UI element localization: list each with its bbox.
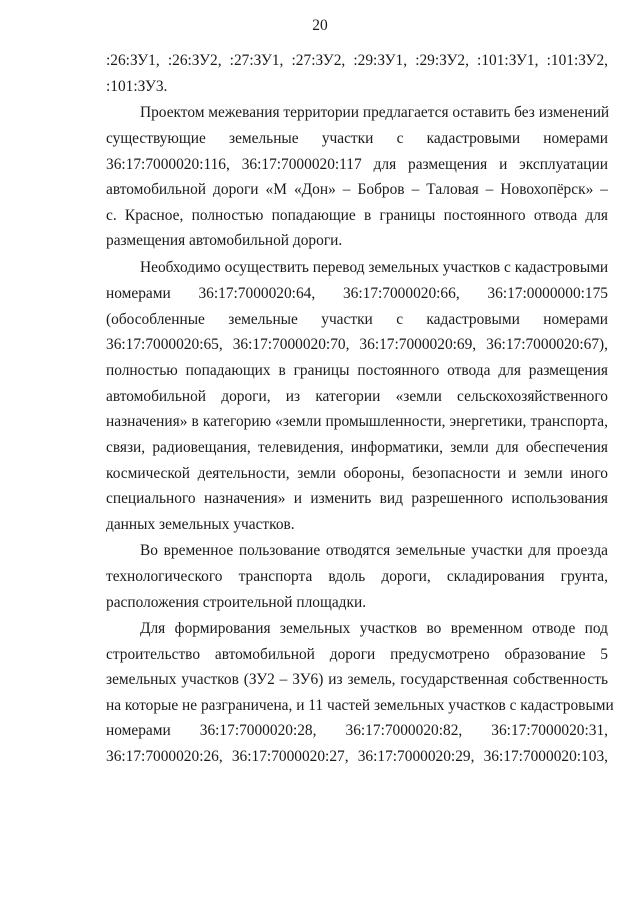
text-line: автомобильной дороги «М «Дон» – Бобров – Таловая – Новохопёрск» –: [106, 181, 608, 198]
page-number: 20: [312, 17, 328, 34]
text-line: существующие земельные участки с кадастровыми номерами: [106, 130, 608, 147]
text-line: номерами 36:17:7000020:28, 36:17:7000020:82, 36:17:7000020:31,: [106, 722, 608, 739]
text-line: :101:ЗУ3.: [106, 78, 168, 95]
text-line: Во временное пользование отводятся земельные участки для проезда: [140, 542, 608, 559]
text-line: связи, радиовещания, телевидения, информатики, земли для обеспечения: [106, 439, 608, 456]
text-line: расположения строительной площадки.: [106, 594, 367, 611]
text-line: строительство автомобильной дороги предусмотрено образование 5: [106, 646, 608, 663]
text-line: с. Красное, полностью попадающие в границы постоянного отвода для: [106, 207, 608, 224]
text-line: Для формирования земельных участков во временном отводе под: [140, 620, 608, 637]
text-line: (обособленные земельные участки с кадастровыми номерами: [106, 311, 608, 328]
text-line: Необходимо осуществить перевод земельных участков с кадастровыми: [140, 259, 609, 276]
text-line: размещения автомобильной дороги.: [106, 232, 343, 249]
text-line: данных земельных участков.: [106, 516, 295, 533]
text-line: Проектом межевания территории предлагается оставить без изменений: [140, 104, 610, 121]
text-line: полностью попадающих в границы постоянного отвода для размещения: [106, 362, 608, 379]
text-line: назначения» в категорию «земли промышленности, энергетики, транспорта,: [106, 413, 608, 430]
text-line: на которые не разграничена, и 11 частей земельных участков с кадастровыми: [106, 697, 614, 714]
text-line: автомобильной дороги, из категории «земли сельскохозяйственного: [106, 388, 608, 405]
text-line: космической деятельности, земли обороны, безопасности и земли иного: [106, 465, 608, 482]
text-line: 36:17:7000020:26, 36:17:7000020:27, 36:17:7000020:29, 36:17:7000020:103,: [106, 748, 608, 765]
text-line: технологического транспорта вдоль дороги, складирования грунта,: [106, 568, 608, 585]
text-line: специального назначения» и изменить вид разрешенного использования: [106, 490, 608, 507]
text-line: :26:ЗУ1, :26:ЗУ2, :27:ЗУ1, :27:ЗУ2, :29:ЗУ1, :29:ЗУ2, :101:ЗУ1, :101:ЗУ2,: [106, 52, 608, 69]
text-line: земельных участков (ЗУ2 – ЗУ6) из земель, государственная собственность: [106, 671, 608, 688]
text-line: 36:17:7000020:65, 36:17:7000020:70, 36:17:7000020:69, 36:17:7000020:67),: [106, 336, 608, 353]
text-line: 36:17:7000020:116, 36:17:7000020:117 для размещения и эксплуатации: [106, 156, 608, 173]
text-line: номерами 36:17:7000020:64, 36:17:7000020:66, 36:17:0000000:175: [106, 285, 608, 302]
